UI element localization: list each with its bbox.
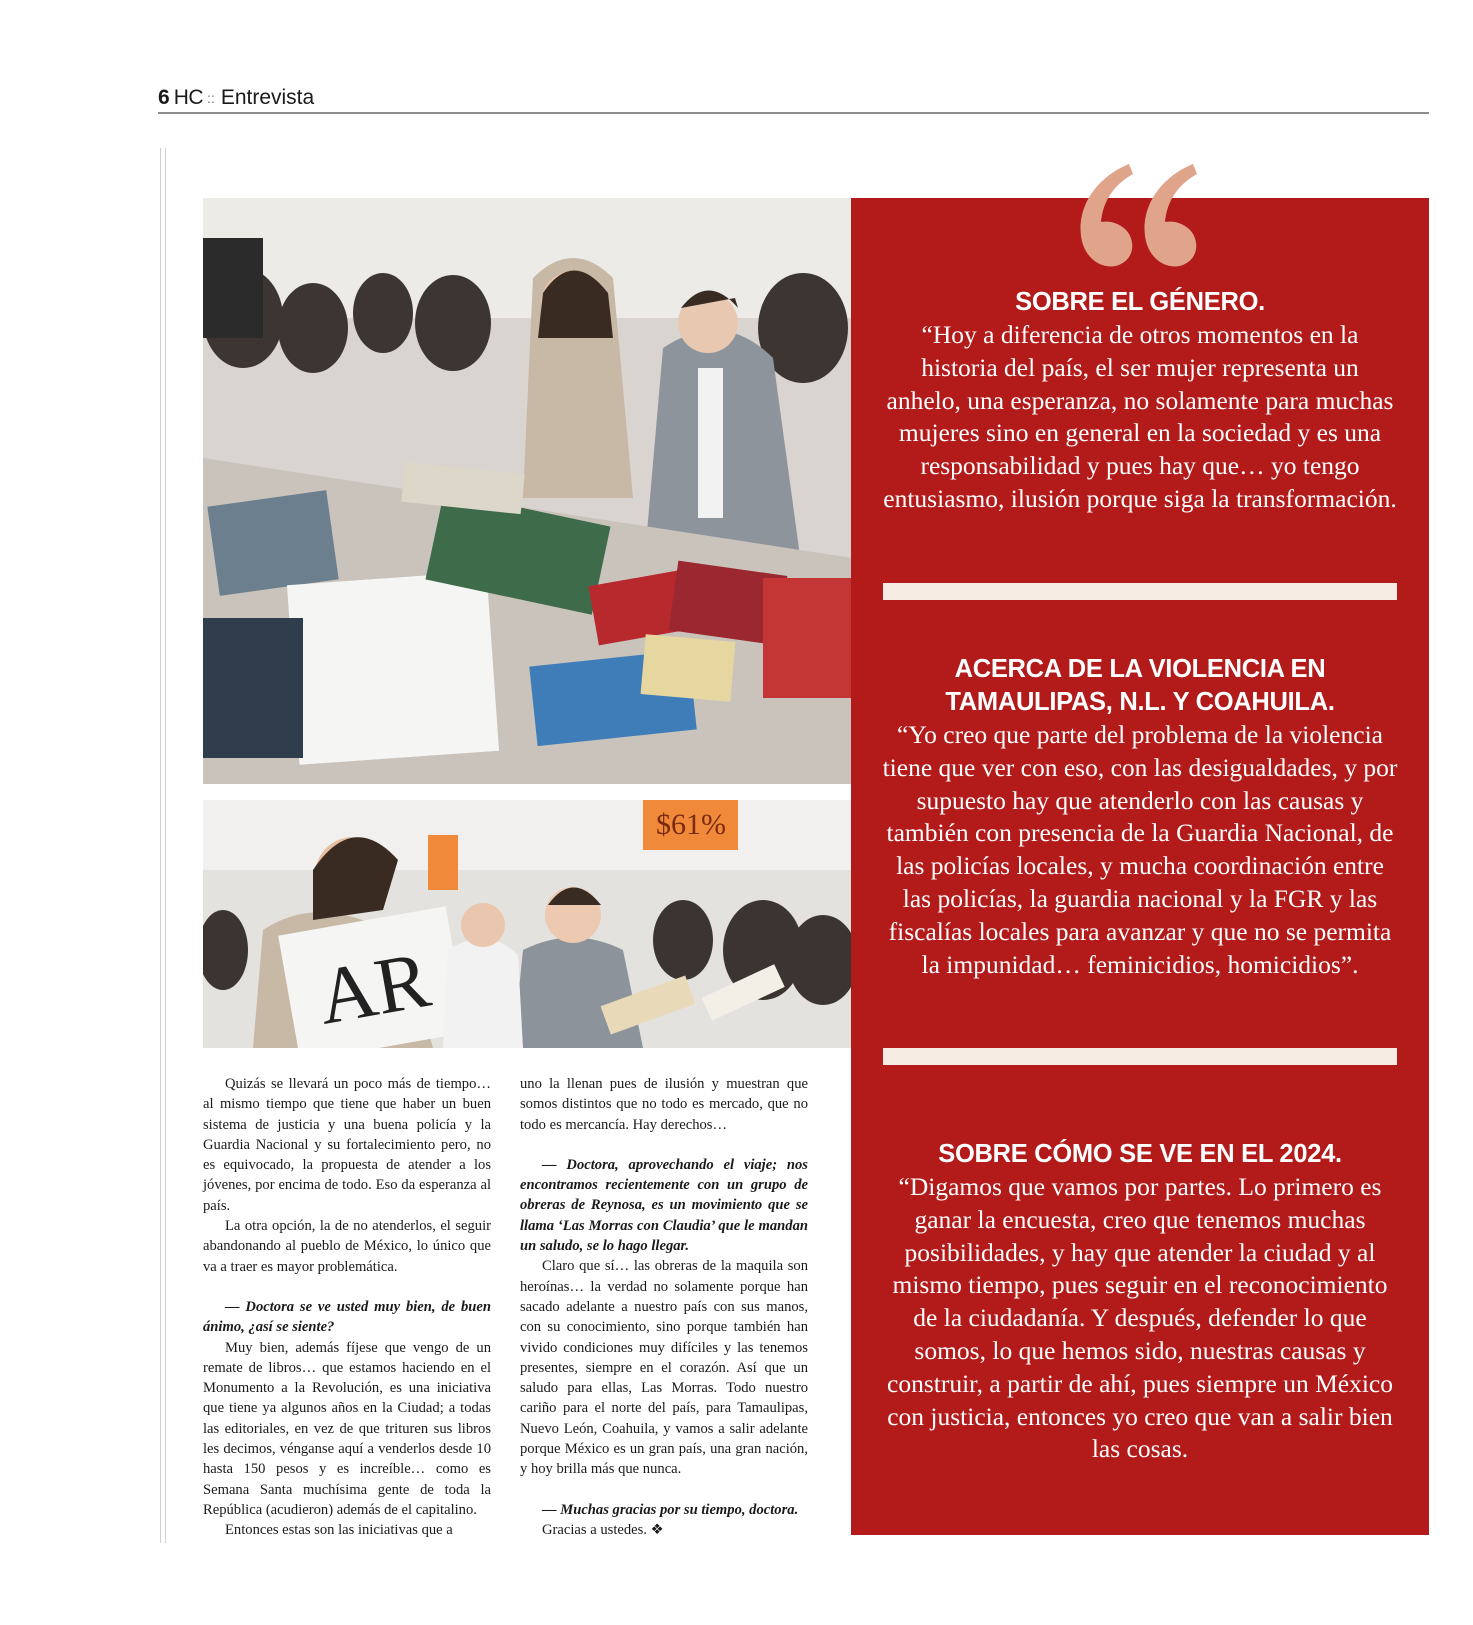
paragraph: La otra opción, la de no atenderlos, el seguir abandonando al pueblo de México, lo único que va a traer es mayor problemática. (203, 1218, 491, 1275)
paragraph: Quizás se llevará un poco más de tiempo… al mismo tiempo que tiene que haber un buen sistema de justicia y una buena policía y la Guardia Nacional y su fortalecimiento pero, no es equivocado, la propuesta de atender a los jóvenes, por encima de todo. Eso da esperanza al país. (203, 1076, 491, 1214)
book-fair-photo (203, 198, 852, 784)
quote-section-gender (881, 286, 1399, 516)
book-fair-photo-2 (203, 800, 852, 1048)
page-number: 6 (158, 86, 170, 109)
paragraph: Muy bien, además fíjese que vengo de un remate de libros… que estamos haciendo en el Monumento a la Revolución, es una iniciativa que tiene ya algunos años en la Ciudad; a todas las editoriales, en vez de que trituren sus libros les decimos, vénganse aquí a venderlos desde 10 hasta 150 pesos y es increíble… como es Semana Santa muchísima gente de toda la República (acudieron) además de el capitalino. (203, 1339, 491, 1518)
quote-mark-icon (1071, 156, 1201, 274)
section-name: Entrevista (220, 86, 315, 109)
paragraph: Gracias a ustedes. ❖ (542, 1521, 664, 1538)
article-column-2 (520, 1074, 808, 1540)
quote-section-violence (881, 653, 1399, 981)
paragraph: uno la llenan pues de ilusión y muestran que somos distintos que no todo es mercado, que no todo es mercancía. Hay derechos… (520, 1076, 808, 1133)
price-sign: $61% (656, 808, 726, 841)
quote-heading: SOBRE EL GÉNERO. (1015, 288, 1265, 316)
interview-question: — Muchas gracias por su tiempo, doctora. (542, 1501, 799, 1518)
quote-text: “Hoy a diferencia de otros momentos en la historia del país, el ser mujer representa un anhelo, una esperanza, no solamente para muchas mujeres sino en general en la sociedad y es una responsabilidad y pues hay que… yo tengo entusiasmo, ilusión porque siga la transformación. (883, 320, 1397, 513)
quote-text: “Yo creo que parte del problema de la violencia tiene que ver con eso, con las desigualdades, y por supuesto hay que atenderlo con las causas y también con presencia de la Guardia Nacional, de las policías locales, y mucha coordinación entre las policías, la guardia nacional y la FGR y las fiscalías locales para avanzar y que no se permita la impunidad… feminicidios, homicidios”. (882, 720, 1398, 979)
interview-question: — Doctora se ve usted muy bien, de buen ánimo, ¿así se siente? (203, 1298, 491, 1336)
quote-heading: SOBRE CÓMO SE VE EN EL 2024. (938, 1140, 1342, 1168)
article-column-1 (203, 1074, 491, 1541)
quote-text: “Digamos que vamos por partes. Lo primero es ganar la encuesta, creo que tenemos muchas posibilidades, y hay que atender la ciudad y al mismo tiempo, pues seguir en el reconocimiento de la ciudadanía. Y después, defender lo que somos, lo que hemos sido, nuestras causas y construir, a partir de ahí, pues siempre un México con justicia, entonces yo creo que van a salir bien las cosas. (887, 1172, 1393, 1464)
publication-name: HC (173, 86, 204, 109)
quote-section-2024 (881, 1138, 1399, 1466)
quote-divider (883, 1048, 1397, 1065)
left-column-rule (160, 148, 166, 1543)
quote-box (851, 198, 1429, 1535)
page-header (158, 84, 1429, 114)
header-separator: :: (207, 90, 215, 106)
paragraph: Claro que sí… las obreras de la maquila son heroínas… la verdad no solamente porque han sacado adelante a nuestro país con sus manos, con su conocimiento, sino porque también han vivido condiciones muy difíciles y las tenemos presentes, siempre en el corazón. Así que un saludo para ellas, Las Morras. Todo nuestro cariño para el norte del país, para Tamaulipas, Nuevo León, Coahuila, y vamos a salir adelante porque México es un gran país, una gran nación, y hoy brilla más que nunca. (520, 1258, 808, 1478)
paragraph: Entonces estas son las iniciativas que a (225, 1522, 453, 1539)
quote-heading: ACERCA DE LA VIOLENCIA EN TAMAULIPAS, N.L. Y COAHUILA. (945, 655, 1335, 716)
quote-divider (883, 583, 1397, 600)
svg-text:AR: AR (311, 935, 437, 1042)
interview-question: — Doctora, aprovechando el viaje; nos encontramos recientemente con un grupo de obreras de Reynosa, es un movimiento que se llama ‘Las Morras con Claudia’ que le mandan un saludo, se lo hago llegar. (520, 1156, 808, 1255)
